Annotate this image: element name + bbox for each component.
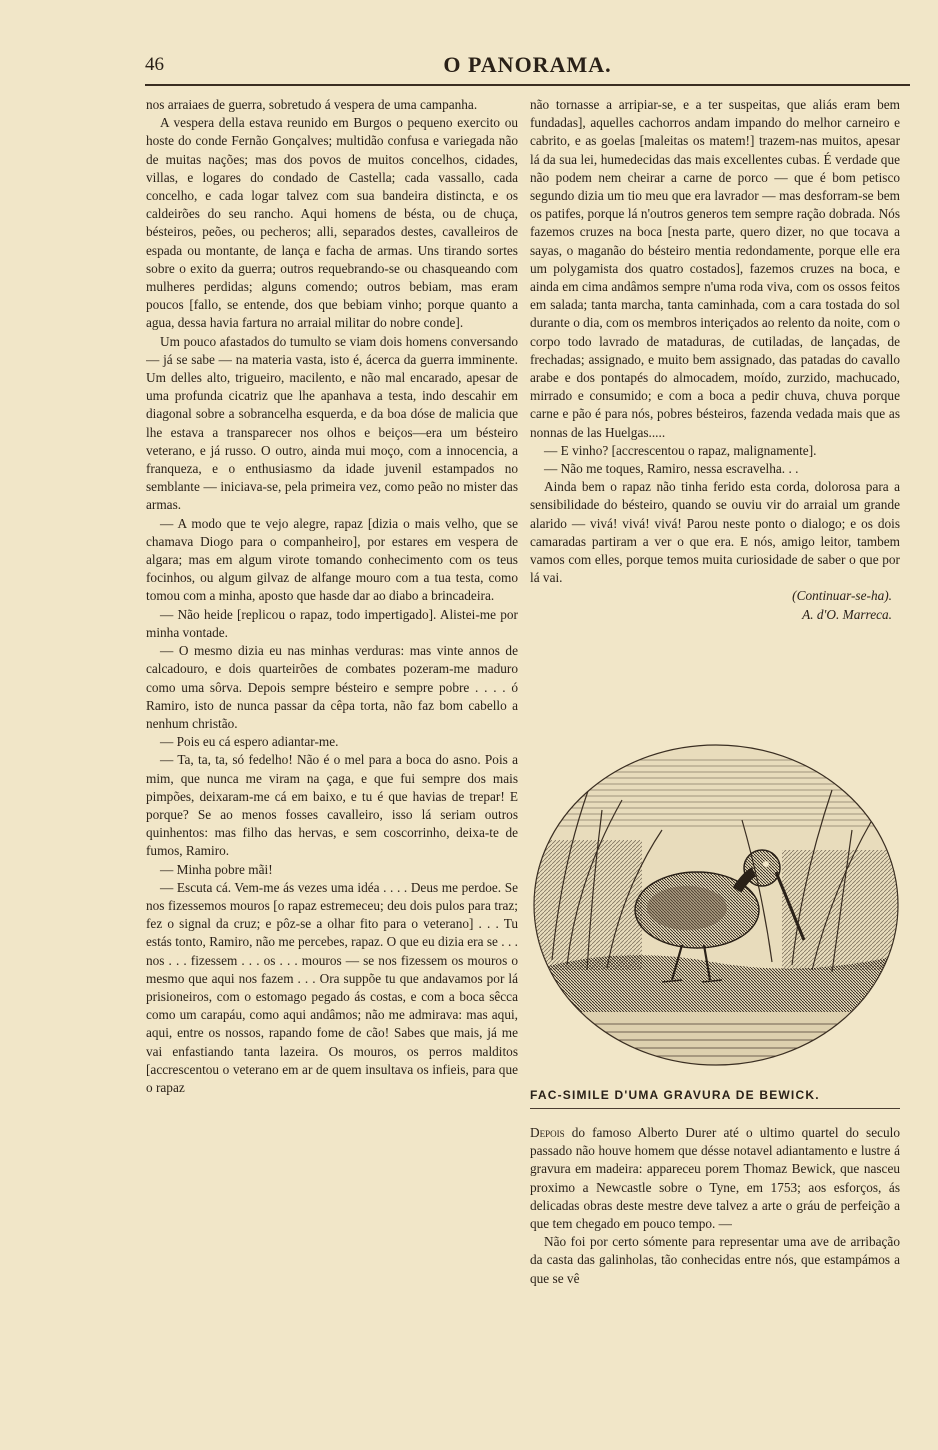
drop-lead: Depois [530, 1125, 565, 1140]
woodcock-engraving [532, 740, 900, 1070]
paragraph-text: do famoso Alberto Durer até o ultimo quartel do seculo passado não houve homem que désse notavel adiantamento e lustre á gravura em madeira: appareceu porem Thomaz Bewick, que nasceu proximo a Newcastle sobre o Tyne, em 1753; aos esforços, ás delicadas obras deste mestre deve talvez a arte o gráu de perfeição a que tem chegado em pouco tempo. — [530, 1125, 900, 1232]
continuation-note: (Continuar-se-ha). [792, 588, 892, 604]
paragraph: — Minha pobre mãi! [160, 861, 273, 877]
paragraph: — O mesmo dizia eu nas minhas verduras: mas vinte annos de calcadouro, e dois quarteirões de combates pozeram-me maduro como uma sôrva. Depois sempre bésteiro e sempre pobre . . . . ó Ramiro, isto de nunca passar da cêpa torta, não faz bom cabello a nenhum christão. [146, 643, 518, 731]
paragraph: — A modo que te vejo alegre, rapaz [dizia o mais velho, que se chamava Diogo para o companheiro], por estares em vespera de algara; mas em algum virote tomando conhecimento com os teus focinhos, ou algum gilvaz de alfange mouro com a tua testa, como tomou com a minha, aposto que hasde dar ao diabo a brincadeira. [146, 515, 518, 604]
left-column [146, 96, 518, 1321]
paragraph: — E vinho? [accrescentou o rapaz, malignamente]. [544, 442, 817, 458]
page-number: 46 [145, 54, 164, 75]
paragraph: — Ta, ta, ta, só fedelho! Não é o mel para a boca do asno. Pois a mim, que nunca me viram na çaga, e que fui sempre dos mais pimpões, deixaram-me cá em baixo, e tu é que havias de trepar! E porque? Se ao menos fosses cavalleiro, isso lá seriam outros quinhentos: mas filho das hervas, e sem coscorrinho, deixa-te de fumos, Ramiro. [146, 752, 518, 859]
journal-title: O PANORAMA. [443, 52, 612, 77]
caption-rule [530, 1108, 900, 1109]
paragraph: Ainda bem o rapaz não tinha ferido esta corda, dolorosa para a sensibilidade do bésteiro, quando se ouviu vir do arraial um grande alarido — vivá! vivá! vivá! Parou neste ponto o dialogo; e os dois camaradas partiram a ver o que era. E nós, amigo leitor, tambem vamos com elles, porque temos muita curiosidade de saber o que por lá vai. [530, 479, 900, 586]
right-column [530, 96, 900, 718]
paragraph: — Não me toques, Ramiro, nessa escravelha. . . [544, 461, 799, 477]
paragraph: Um pouco afastados do tumulto se viam dois homens conversando — já se sabe — na materia vasta, isto é, ácerca da guerra imminente. Um delles alto, trigueiro, macilento, e não mal encarado, apesar de uma profunda cicatriz que lhe apanhava a testa, indo descahir em diagonal sobre a sobrancelha esquerda, e da boa dóse de malicia que lhe estava a transparecer nos olhos e beiços—era um bésteiro veterano, e já russo. O outro, ainda mui moço, com a innocencia, a franqueza, e o enthusiasmo da idade juvenil estampados no semblante — iniciava-se, pela primeira vez, como peão no mister das armas. [146, 333, 518, 513]
paragraph: não tornasse a arripiar-se, e a ter suspeitas, que aliás eram bem fundadas], aquelles cachorros andam impando do melhor carneiro e cabrito, e as goelas [maleitas os matem!] trazem-nas muitos, apesar lá da sua lei, humedecidas das mais excellentes cubas. É verdade que não podem nem cheirar a carne de porco — que é bom petisco segundo dizia um tio meu que era lavrador — mas desforram-se bem os patifes, porque lá n'outros generos tem sempre ração dobrada. Nós fazemos cruzes na boca [nesta parte, quero dizer, no que tocava a sayas, o maganão do bésteiro mentia redondamente, porque elle era um polygamista dos quatro costados], fazemos cruzes na boca, e ainda em cima andâmos sempre n'uma roda viva, com os ossos feitos em salada; tanta marcha, tanta caminhada, com a cara tostada do sol durante o dia, com os membros interiçados ao relento da noite, com o corpo todo lavrado de mataduras, de cutiladas, de lançadas, de frechadas; assignado, e muito bem assignado, das patadas do cavallo arabe e dos pontapés do almocadem, moído, zurzido, machucado, mirrado e consumido; e com a boca a pedir chuva, chuva porque carne e pão é para nós, pobres bésteiros, fazenda vedada mais que as nonnas de las Huelgas..... [530, 97, 900, 440]
paragraph: — Pois eu cá espero adiantar-me. [160, 734, 339, 750]
paragraph: A vespera della estava reunido em Burgos o pequeno exercito ou hoste do conde Fernão Gonçalves; multidão confusa e variegada não de muitas nações; mas dos povos de muitos concelhos, cidades, villas, e logares do condado de Castella; cada vassallo, cada concelho, e cada logar talvez com sua bandeira distincta, e os caldeirões do seu rancho. Aqui homens de bésta, ou de chuça, bésteiros, peões, ou pecheros; alli, separados destes, cavalleiros de espada ou montante, de lança e facha de armas. Uns tirando sortes sobre o exito da guerra; outros requebrando-se ou chasqueando com mulheres perdidas; alguns comendo; outros bebiam, mas eram poucos [fallo, se entende, dos que bebiam vinho; porque quanto a agua, dessa havia fartura no arraial militar do nobre conde]. [146, 115, 518, 331]
paragraph [530, 1124, 900, 1233]
right-column-bottom [530, 1124, 900, 1336]
paragraph: Não foi por certo sómente para representar uma ave de arribação da casta das galinholas, tão conhecidas entre nós, que estampámos a que se vê [530, 1234, 900, 1286]
paragraph: nos arraiaes de guerra, sobretudo á vespera de uma campanha. [146, 97, 478, 112]
page-header [145, 52, 910, 82]
engraving-caption: FAC-SIMILE D'UMA GRAVURA DE BEWICK. [530, 1088, 820, 1102]
paragraph: — Escuta cá. Vem-me ás vezes uma idéa . . . . Deus me perdoe. Se nos fizessemos mouros [o rapaz estremeceu; deu dois pulos para traz; fez o signal da cruz; e pôz-se a olhar fito para o veterano] . . . Tu estás tonto, Ramiro, não me percebes, rapaz. O que eu dizia era se . . . nos . . . fizessem . . . os . . . mouros — se nos fizessem os mouros o mesmo que aqui nos fazem . . . Ora suppõe tu que andavamos por lá prisioneiros, com o estomago pegado ás costas, e com a boca sêcca como um carapáu, como aqui andâmos; não me admirava: mas aqui, aqui, entre os nossos, rapando fome de cão! Sabes que mais, já me vai enfastiando tanta lazeira. Os mouros, os perros malditos [accrescentou o veterano em ar de quem insultava os infieis, para que o rapaz [146, 879, 518, 1095]
paragraph: — Não heide [replicou o rapaz, todo impertigado]. Alistei-me por minha vontade. [146, 606, 518, 640]
author-signature: A. d'O. Marreca. [802, 606, 892, 622]
header-rule [145, 84, 910, 86]
